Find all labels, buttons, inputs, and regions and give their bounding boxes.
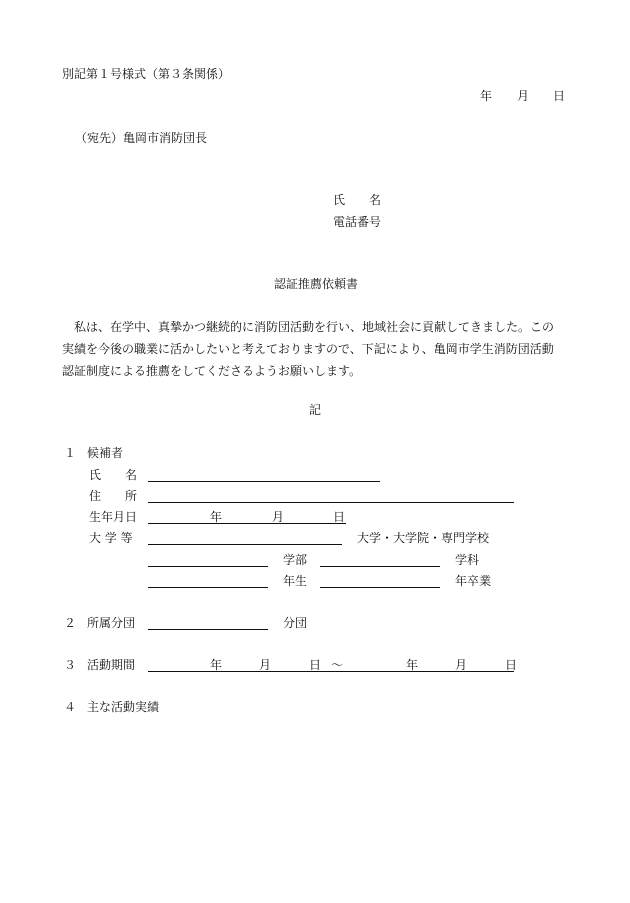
- division-field[interactable]: [148, 629, 268, 630]
- period-tilde: ～: [331, 658, 344, 672]
- grade-label: 年生: [283, 574, 308, 588]
- graduation-label: 年卒業: [455, 574, 492, 588]
- section-2-number: ２: [64, 616, 77, 630]
- section-2-heading: 所属分団: [87, 616, 136, 630]
- date-year: 年: [480, 89, 493, 103]
- section-4-number: ４: [64, 700, 77, 714]
- school-type-label: 大学・大学院・専門学校: [357, 531, 490, 545]
- section-1-number: １: [64, 446, 77, 460]
- start-month-label: 月: [259, 658, 272, 672]
- end-month-label: 月: [455, 658, 468, 672]
- end-day-label: 日: [505, 658, 518, 672]
- form-id: 別記第１号様式（第３条関係）: [62, 67, 231, 81]
- department-field[interactable]: [320, 566, 440, 567]
- body-paragraph: [62, 316, 582, 382]
- start-day-label: 日: [309, 658, 322, 672]
- birth-date-field[interactable]: [148, 523, 346, 524]
- section-1-heading: 候補者: [87, 446, 124, 460]
- ki-heading: 記: [309, 403, 322, 417]
- faculty-label: 学部: [283, 553, 308, 567]
- grade-field[interactable]: [148, 587, 268, 588]
- document-title: 認証推薦依頼書: [274, 277, 359, 291]
- birth-year-label: 年: [210, 510, 223, 524]
- department-label: 学科: [455, 553, 480, 567]
- birth-date-label: 生年月日: [89, 510, 138, 524]
- date-month: 月: [517, 89, 530, 103]
- body-line: 実績を今後の職業に活かしたいと考えておりますので、下記により、亀岡市学生消防団活動: [62, 342, 554, 356]
- applicant-phone-label: 電話番号: [333, 215, 382, 229]
- candidate-name-label: 氏 名: [89, 468, 138, 482]
- graduation-field[interactable]: [320, 587, 440, 588]
- birth-month-label: 月: [272, 510, 285, 524]
- date-day: 日: [553, 89, 566, 103]
- candidate-name-field[interactable]: [148, 481, 380, 482]
- start-year-label: 年: [210, 658, 223, 672]
- candidate-address-field[interactable]: [148, 502, 514, 503]
- section-3-number: ３: [64, 658, 77, 672]
- body-line: 私は、在学中、真摯かつ継続的に消防団活動を行い、地域社会に貢献してきました。この: [62, 320, 555, 334]
- applicant-name-label: 氏 名: [333, 193, 382, 207]
- section-3-heading: 活動期間: [87, 658, 136, 672]
- division-suffix: 分団: [283, 616, 308, 630]
- faculty-field[interactable]: [148, 566, 268, 567]
- school-name-field[interactable]: [148, 544, 342, 545]
- candidate-address-label: 住 所: [89, 489, 138, 503]
- body-line: 認証制度による推薦をしてくださるようお願いします。: [62, 364, 362, 378]
- birth-day-label: 日: [333, 510, 346, 524]
- end-year-label: 年: [406, 658, 419, 672]
- addressee: （宛先）亀岡市消防団長: [75, 131, 208, 145]
- section-4-heading: 主な活動実績: [87, 700, 160, 714]
- school-label: 大 学 等: [89, 531, 133, 545]
